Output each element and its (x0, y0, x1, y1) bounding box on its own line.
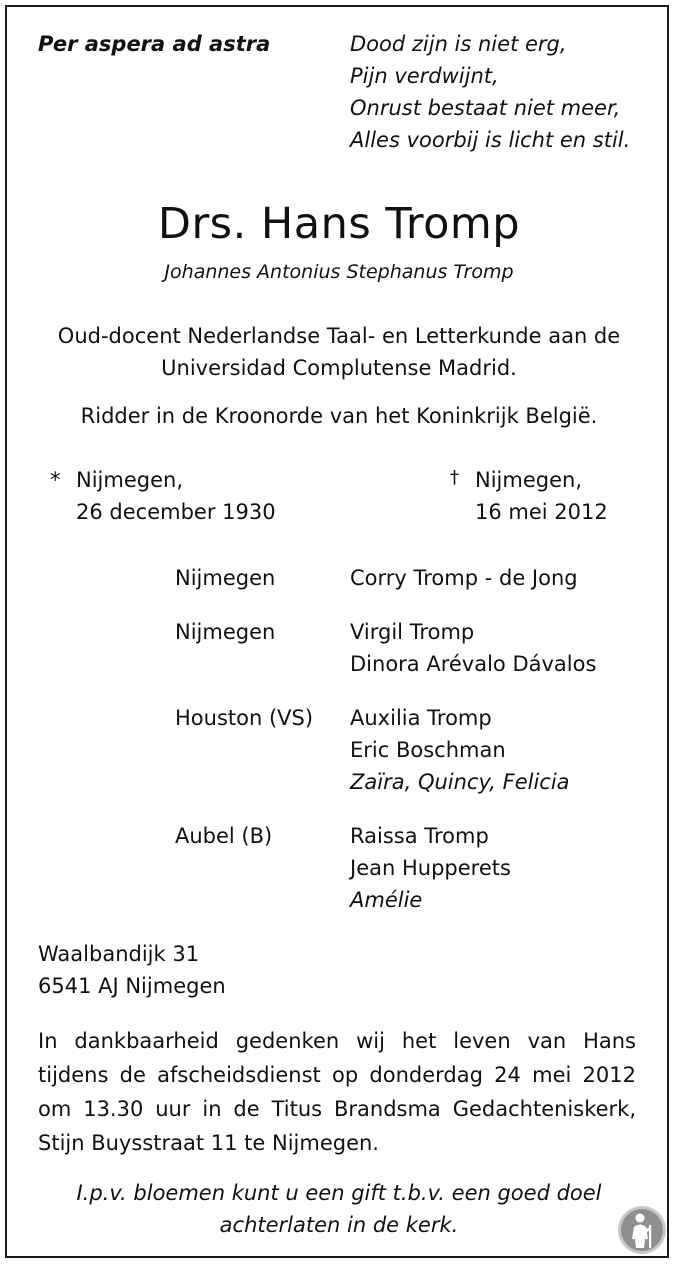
family-grandchildren: Amélie (350, 888, 423, 912)
poem-line-1: Dood zijn is niet erg, (350, 32, 567, 56)
family-name: Corry Tromp - de Jong (350, 566, 578, 590)
birth-place: Nijmegen, (76, 468, 183, 492)
poem-line-3: Onrust bestaat niet meer, (350, 96, 621, 120)
honor-line: Ridder in de Kroonorde van het Koninkrijk België. (80, 404, 598, 428)
family-name: Eric Boschman (350, 738, 506, 762)
family-grandchildren: Zaïra, Quincy, Felicia (350, 770, 570, 794)
family-place: Aubel (B) (175, 824, 273, 848)
deceased-full-name: Johannes Antonius Stephanus Tromp (164, 261, 514, 283)
family-place: Nijmegen (175, 620, 276, 644)
death-date: 16 mei 2012 (475, 500, 608, 524)
role-line-2: Universidad Complutense Madrid. (161, 356, 517, 380)
family-name: Jean Hupperets (350, 856, 511, 880)
flowers-note-line-1: I.p.v. bloemen kunt u een gift t.b.v. een goed doel (76, 1181, 602, 1205)
memorial-person-icon (617, 1205, 667, 1255)
flowers-note-line-2: achterlaten in de kerk. (219, 1213, 459, 1237)
family-place: Nijmegen (175, 566, 276, 590)
poem-line-2: Pijn verdwijnt, (350, 64, 499, 88)
address-street: Waalbandijk 31 (38, 942, 200, 966)
deceased-name: Drs. Hans Tromp (157, 199, 521, 249)
role-line-1: Oud-docent Nederlandse Taal- en Letterkunde aan de (57, 324, 621, 348)
address-city: 6541 AJ Nijmegen (38, 974, 226, 998)
family-name: Auxilia Tromp (350, 706, 492, 730)
birth-date: 26 december 1930 (76, 500, 276, 524)
family-name: Raissa Tromp (350, 824, 489, 848)
family-name: Dinora Arévalo Dávalos (350, 652, 597, 676)
service-text: In dankbaarheid gedenken wij het leven van Hans tijdens de afscheidsdienst op donderdag 24 mei 2012 om 13.30 uur in de Titus Brandsma Gedachteniskerk, Stijn Buysstraat 11 te Nijmegen. (38, 1029, 636, 1155)
poem-line-4: Alles voorbij is licht en stil. (350, 128, 631, 152)
motto: Per aspera ad astra (38, 32, 271, 56)
death-symbol: † (450, 467, 459, 488)
death-place: Nijmegen, (475, 468, 582, 492)
family-place: Houston (VS) (175, 706, 314, 730)
birth-symbol: * (50, 468, 61, 492)
family-name: Virgil Tromp (350, 620, 475, 644)
